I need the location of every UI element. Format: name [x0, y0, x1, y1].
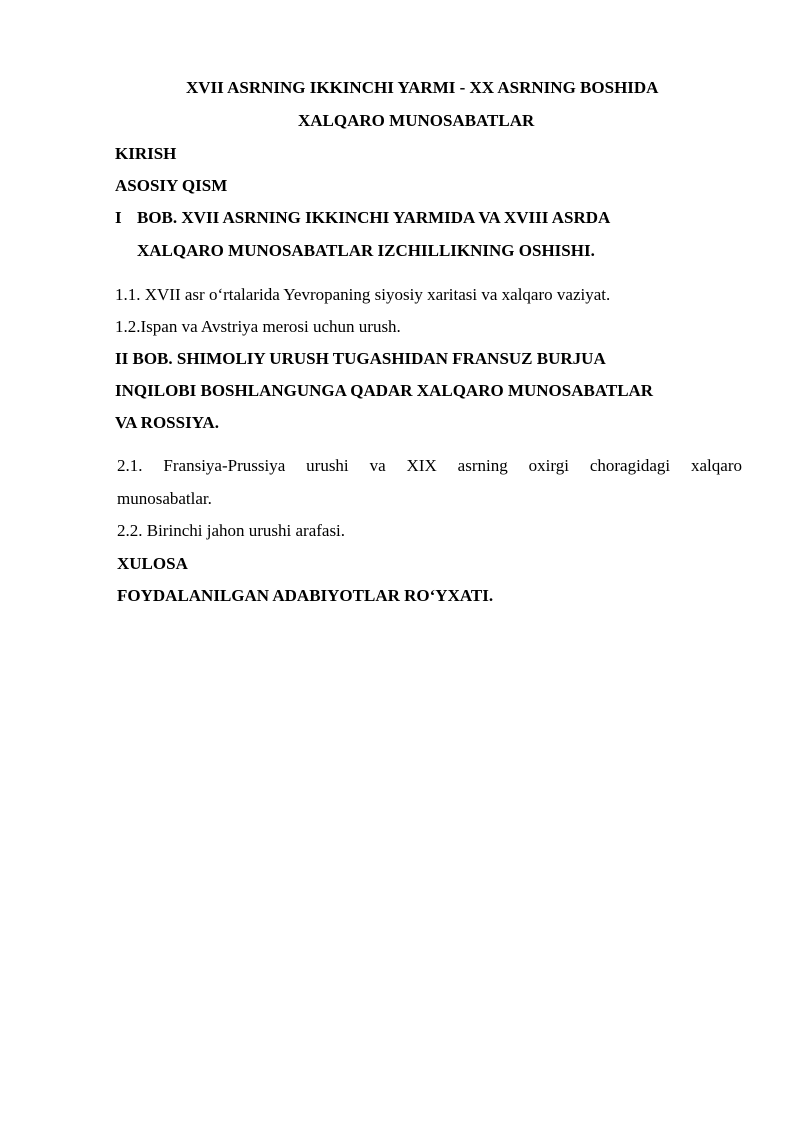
- page-title-line-1: XVII ASRNING IKKINCHI YARMI - XX ASRNING BOSHIDA: [186, 78, 659, 97]
- toc-section-2-1-line-2: munosabatlar.: [117, 489, 212, 508]
- chapter1-title-line-2: XALQARO MUNOSABATLAR IZCHILLIKNING OSHISHI.: [137, 241, 595, 260]
- chapter2-title-line-3: VA ROSSIYA.: [115, 413, 219, 432]
- toc-section-1-2: 1.2.Ispan va Avstriya merosi uchun urush.: [115, 317, 401, 336]
- chapter1-title-line-1: BOB. XVII ASRNING IKKINCHI YARMIDA VA XVIII ASRDA: [137, 208, 611, 227]
- toc-section-2-2: 2.2. Birinchi jahon urushi arafasi.: [117, 521, 346, 540]
- page-title-line-2: XALQARO MUNOSABATLAR: [298, 111, 535, 130]
- toc-bibliography: FOYDALANILGAN ADABIYOTLAR RO‘YXATI.: [117, 586, 494, 605]
- chapter1-number: I: [115, 208, 122, 227]
- toc-main-part: ASOSIY QISM: [115, 176, 228, 195]
- chapter2-title-line-2: INQILOBI BOSHLANGUNGA QADAR XALQARO MUNOSABATLAR: [115, 381, 654, 400]
- toc-intro: KIRISH: [115, 144, 177, 163]
- chapter2-title-line-1: II BOB. SHIMOLIY URUSH TUGASHIDAN FRANSUZ BURJUA: [115, 349, 606, 368]
- toc-section-2-1-line-1: 2.1. Fransiya-Prussiya urushi va XIX asrning oxirgi choragidagi xalqaro: [117, 456, 742, 475]
- toc-conclusion: XULOSA: [117, 554, 188, 573]
- toc-section-1-1: 1.1. XVII asr o‘rtalarida Yevropaning siyosiy xaritasi va xalqaro vaziyat.: [115, 285, 611, 304]
